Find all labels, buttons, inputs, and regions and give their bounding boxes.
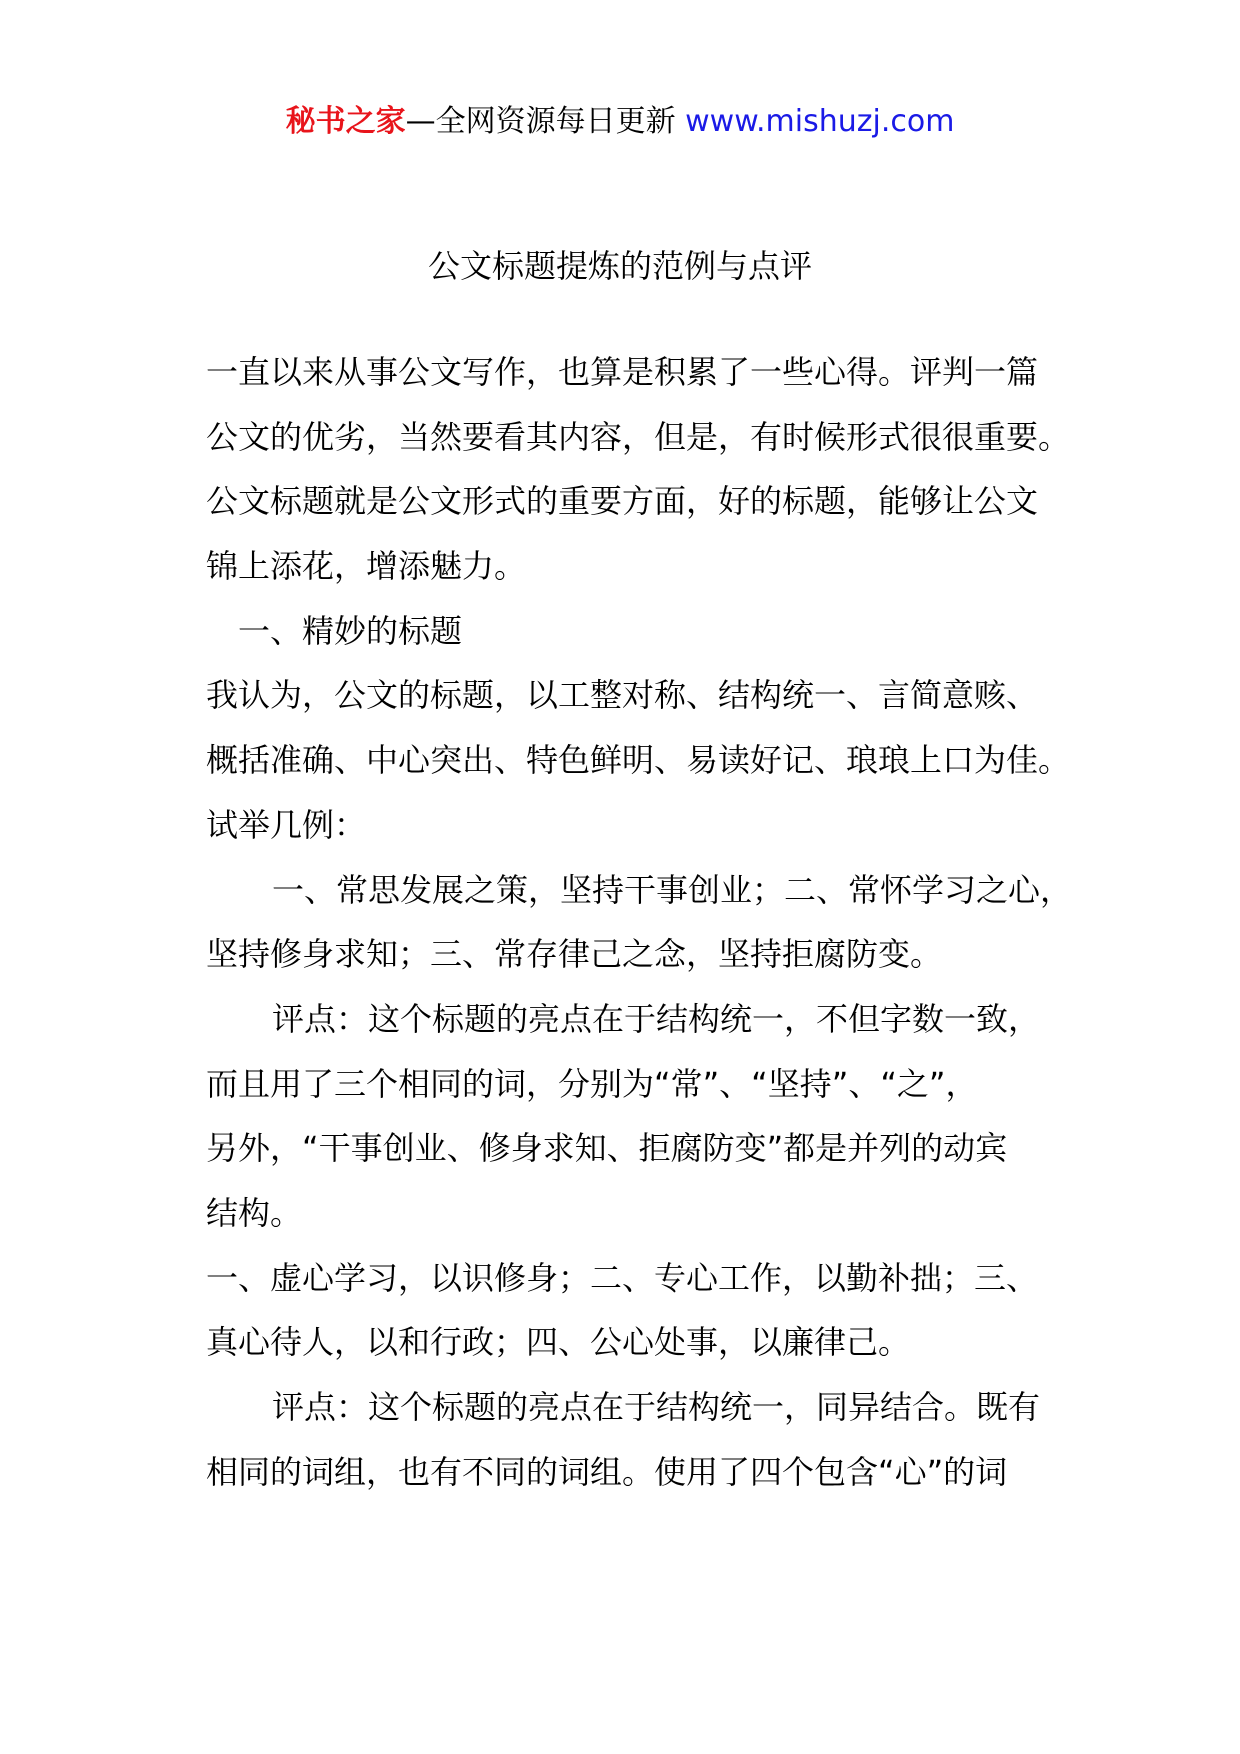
body-line: 公文标题就是公文形式的重要方面，好的标题，能够让公文 — [206, 482, 1039, 521]
body-line: 锦上添花，增添魅力。 — [206, 547, 527, 586]
document-body — [206, 340, 1106, 1504]
example-line: 坚持修身求知；三、常存律己之念，坚持拒腐防变。 — [206, 935, 943, 974]
comment-line: 评点：这个标题的亮点在于结构统一，不但字数一致， — [272, 999, 1041, 1038]
example-line: 真心待人，以和行政；四、公心处事，以廉律己。 — [206, 1323, 911, 1362]
comment-line: 结构。 — [206, 1193, 303, 1232]
body-line: 试举几例： — [206, 805, 367, 844]
section-heading: 一、精妙的标题 — [238, 611, 463, 650]
body-line: 我认为，公文的标题，以工整对称、结构统一、言简意赅、 — [206, 676, 1039, 715]
page-header — [0, 100, 1240, 144]
body-line: 概括准确、中心突出、特色鲜明、易读好记、琅琅上口为佳。 — [206, 741, 1071, 780]
site-url-link[interactable]: www.mishuzj.com — [685, 104, 955, 139]
example-line: 一、常思发展之策，坚持干事创业；二、常怀学习之心， — [272, 870, 1073, 909]
comment-line: 相同的词组，也有不同的词组。使用了四个包含“心”的词 — [206, 1452, 1008, 1491]
comment-line: 而且用了三个相同的词，分别为“常”、“坚持”、“之”， — [206, 1064, 978, 1103]
example-line: 一、虚心学习，以识修身；二、专心工作，以勤补拙；三、 — [206, 1258, 1039, 1297]
body-line: 公文的优劣，当然要看其内容，但是，有时候形式很很重要。 — [206, 417, 1071, 456]
body-line: 一直以来从事公文写作，也算是积累了一些心得。评判一篇 — [206, 353, 1039, 391]
comment-line: 另外，“干事创业、修身求知、拒腐防变”都是并列的动宾 — [206, 1129, 1008, 1168]
comment-line: 评点：这个标题的亮点在于结构统一，同异结合。既有 — [272, 1388, 1041, 1426]
brand-name: 秘书之家 — [285, 104, 406, 139]
header-tagline: —全网资源每日更新 — [405, 104, 686, 139]
document-title: 公文标题提炼的范例与点评 — [427, 247, 812, 285]
